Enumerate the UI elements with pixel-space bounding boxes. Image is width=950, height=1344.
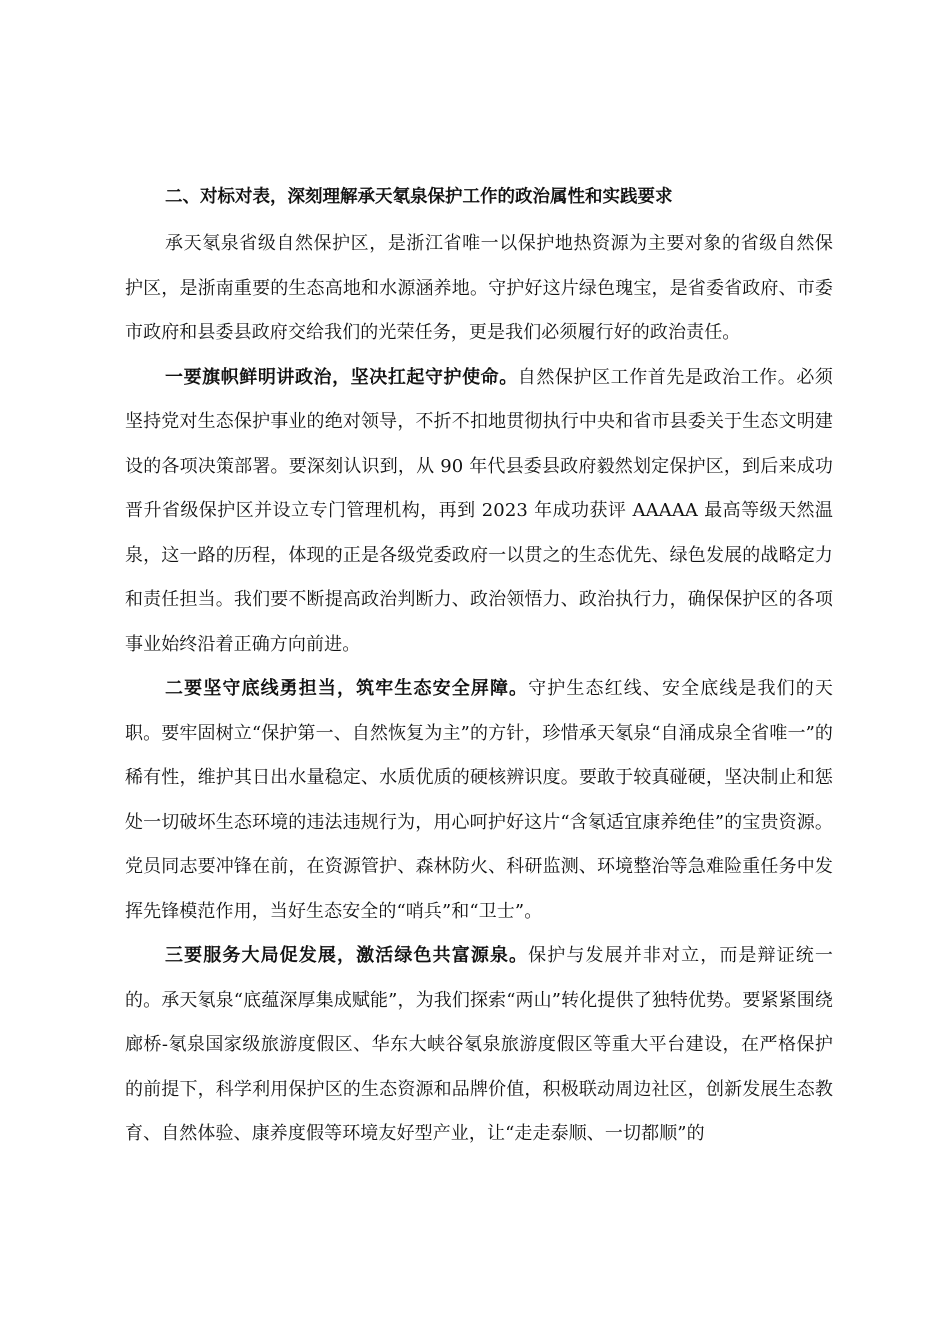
paragraph-point-two [125, 667, 833, 934]
paragraph-text: 自然保护区工作首先是政治工作。必须坚持党对生态保护事业的绝对领导，不折不扣地贯彻执行中央和省市县委关于生态文明建设的各项决策部署。要深刻认识到，从 90 年代县委县政府毅然划定保护区，到后来成功晋升省级保护区并设立专门管理机构，再到 2023 年成功获评 AAAAA 最高等级天然温泉，这一路的历程，体现的正是各级党委政府一以贯之的生态优先、绿色发展的战略定力和责任担当。我们要不断提高政治判断力、政治领悟力、政治执行力，确保保护区的各项事业始终沿着正确方向前进。 [125, 366, 833, 655]
paragraph-lead: 三要服务大局促发展，激活绿色共富源泉。 [165, 945, 529, 966]
paragraph-lead: 一要旗帜鲜明讲政治，坚决扛起守护使命。 [165, 366, 518, 388]
paragraph-text: 保护与发展并非对立，而是辩证统一的。承天氡泉“底蕴深厚集成赋能”，为我们探索“两山”转化提供了独特优势。要紧紧围绕廊桥-氡泉国家级旅游度假区、华东大峡谷氡泉旅游度假区等重大平台建设，在严格保护的前提下，科学利用保护区的生态资源和品牌价值，积极联动周边社区，创新发展生态教育、自然体验、康养度假等环境友好型产业，让“走走泰顺、一切都顺”的 [125, 945, 833, 1144]
paragraph-lead: 二要坚守底线勇担当，筑牢生态安全屏障。 [165, 678, 529, 699]
paragraph-text: 承天氡泉省级自然保护区，是浙江省唯一以保护地热资源为主要对象的省级自然保护区，是浙南重要的生态高地和水源涵养地。守护好这片绿色瑰宝，是省委省政府、市委市政府和县委县政府交给我们的光荣任务，更是我们必须履行好的政治责任。 [125, 233, 833, 343]
paragraph-text: 守护生态红线、安全底线是我们的天职。要牢固树立“保护第一、自然恢复为主”的方针，珍惜承天氡泉“自涌成泉全省唯一”的稀有性，维护其日出水量稳定、水质优质的硬核辨识度。要敢于较真碰硬，坚决制止和惩处一切破坏生态环境的违法违规行为，用心呵护好这片“含氡适宜康养绝佳”的宝贵资源。党员同志要冲锋在前，在资源管护、森林防火、科研监测、环境整治等急难险重任务中发挥先锋模范作用，当好生态安全的“哨兵”和“卫士”。 [125, 678, 833, 922]
paragraph-point-three [125, 934, 833, 1157]
document-page [125, 178, 833, 1157]
paragraph-intro [125, 222, 833, 356]
paragraph-point-one [125, 356, 833, 668]
section-heading: 二、对标对表，深刻理解承天氡泉保护工作的政治属性和实践要求 [165, 187, 673, 207]
